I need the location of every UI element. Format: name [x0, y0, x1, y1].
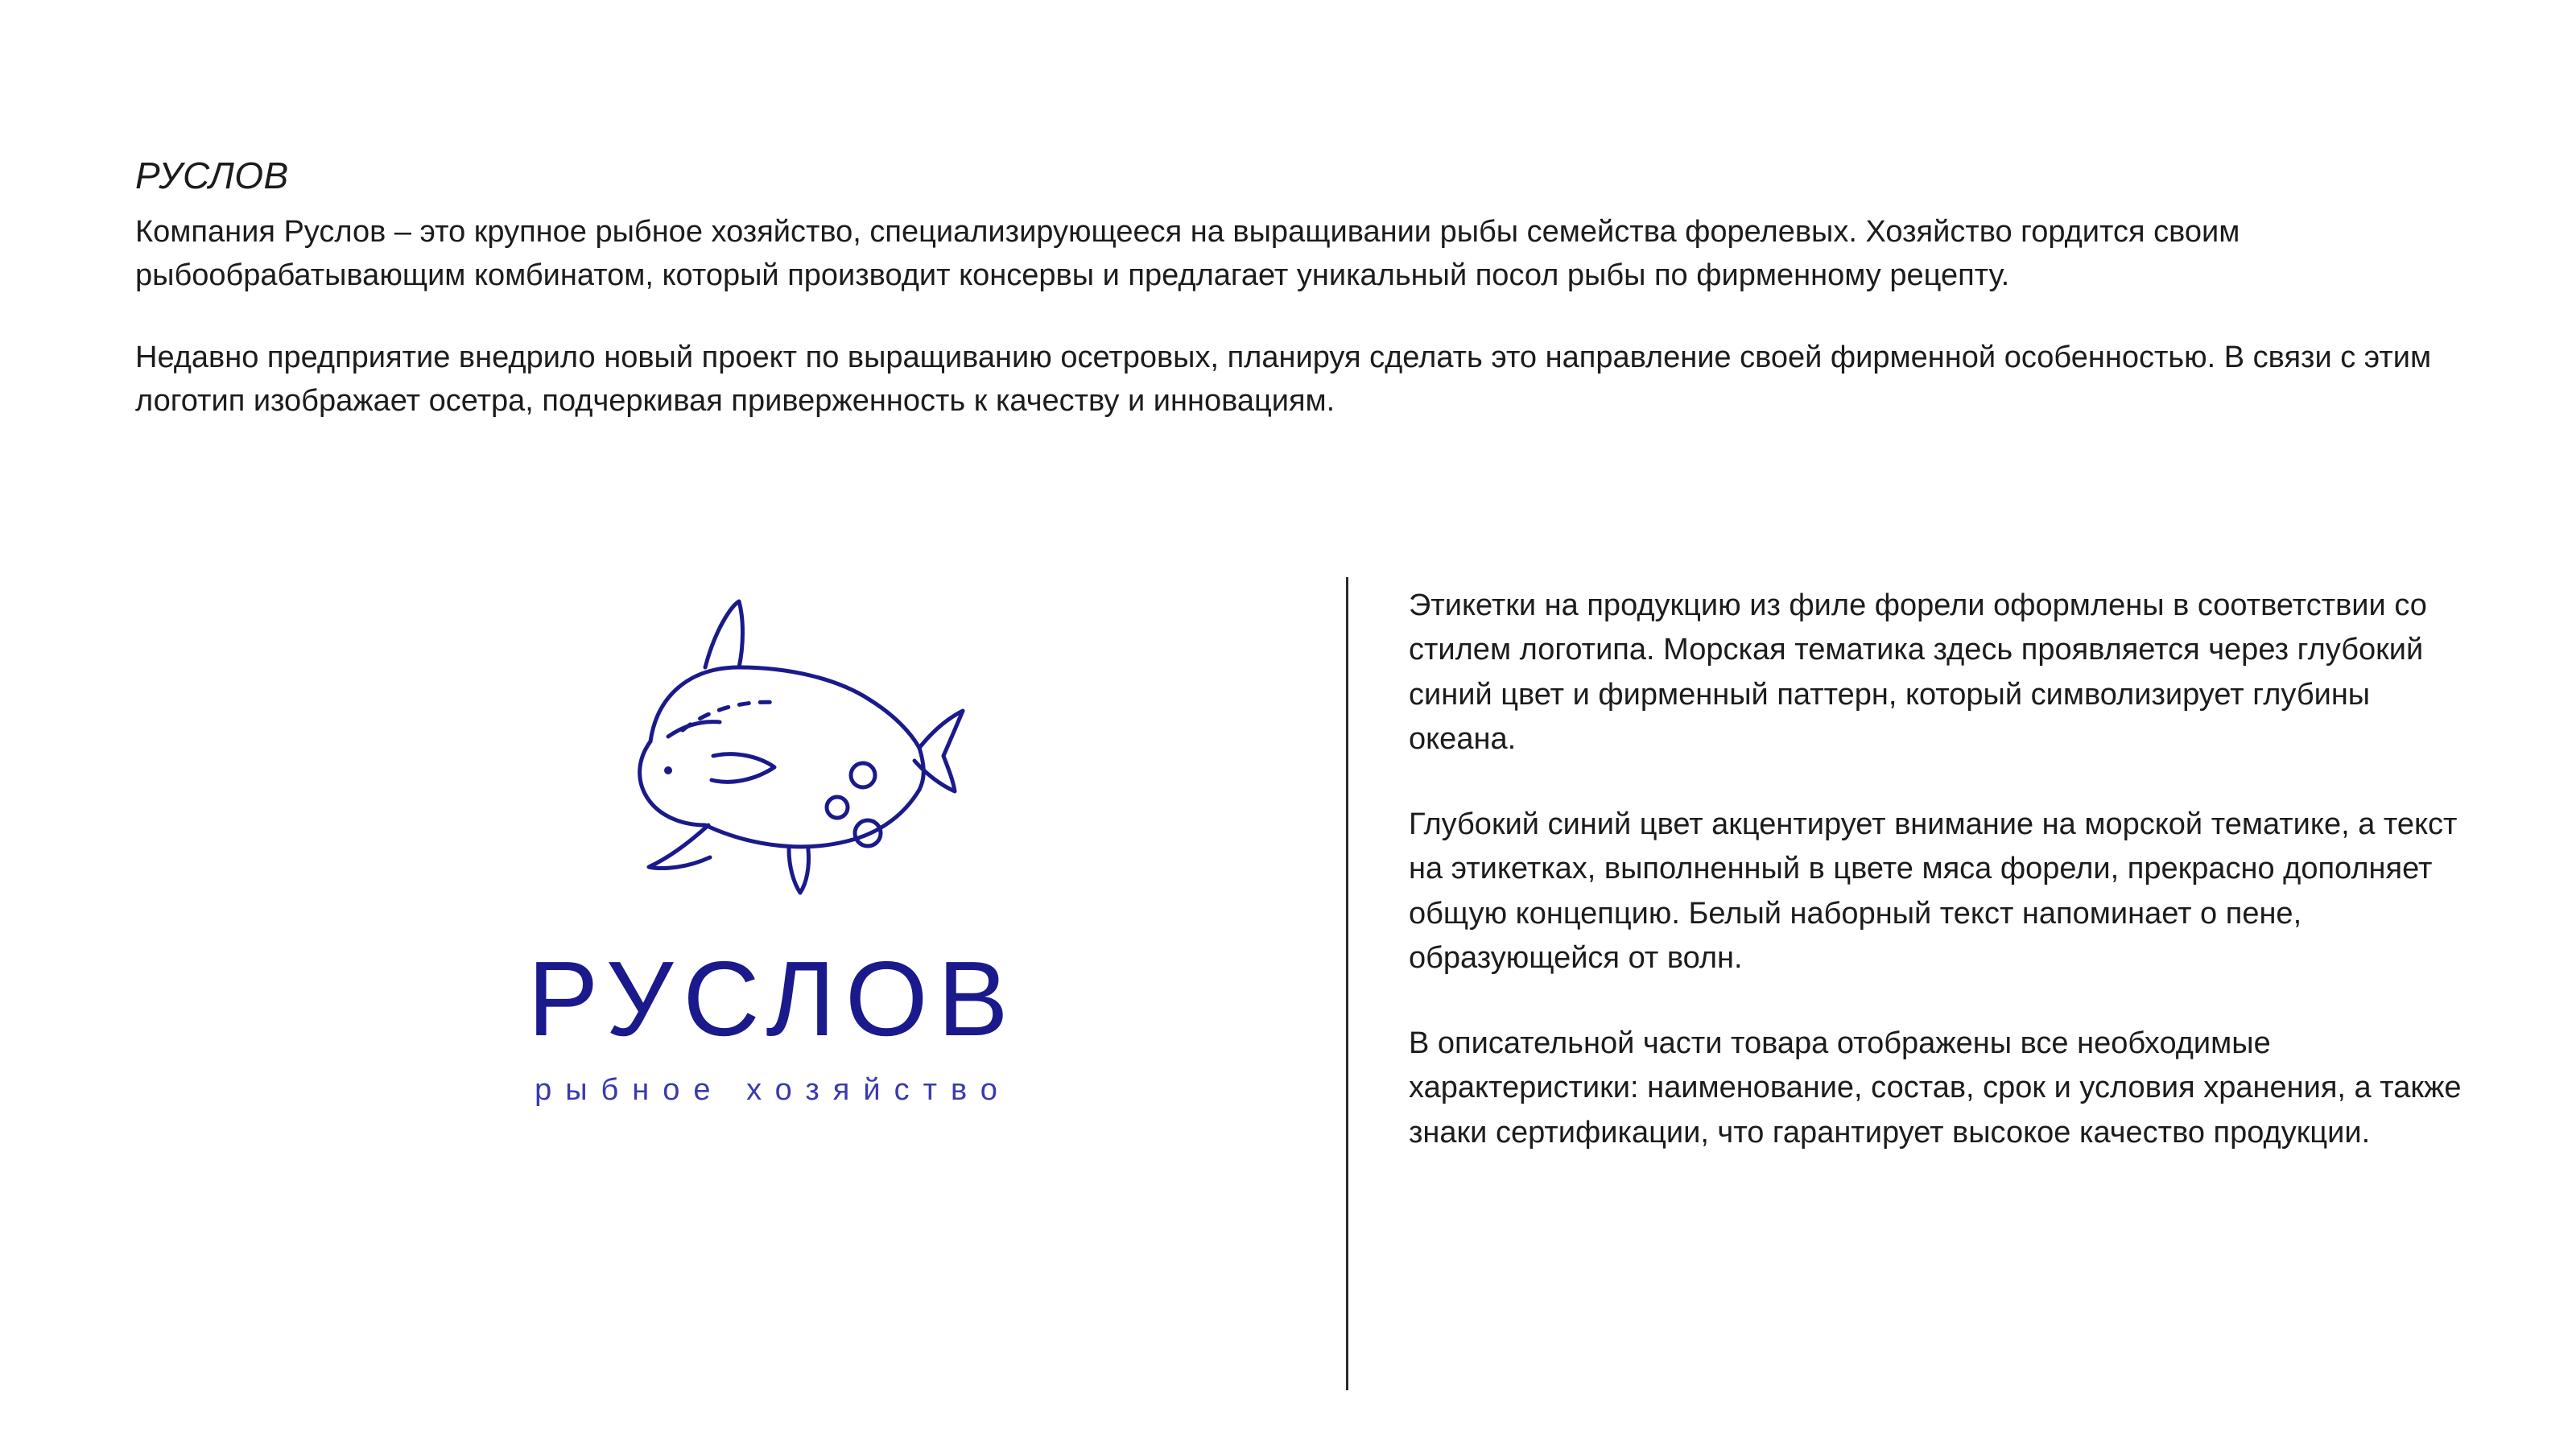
side-paragraph-2: Глубокий синий цвет акцентирует внимание на морской тематике, а текст на этикетках, выполненный в цвете мяса форели, прекрасно дополняет общую концепцию. Белый наборный текст напоминает о пене, образующейся от волн. [1409, 807, 2458, 976]
logo-wordmark: РУСЛОВ [527, 939, 1018, 1058]
intro-paragraph-2: Недавно предприятие внедрило новый проект по выращиванию осетровых, планируя сделать это направление своей фирменной особенностью. В связи с этим логотип изображает осетра, подчеркивая приверженность к качеству и инновациям. [135, 340, 2432, 418]
side-paragraph-3: В описательной части товара отображены все необходимые характеристики: наименование, состав, срок и условия хранения, а также знаки сертификации, что гарантирует высокое качество продукции. [1409, 1026, 2462, 1150]
lower-section [0, 584, 2576, 1397]
side-text-block [1409, 584, 2463, 1155]
side-paragraph-1: Этикетки на продукцию из филе форели оформлены в соответствии со стилем логотипа. Морская тематика здесь проявляется через глубокий синий цвет и фирменный паттерн, который символизирует глубины океана. [1409, 588, 2427, 757]
intro-paragraph-1: Компания Руслов – это крупное рыбное хозяйство, специализирующееся на выращивании рыбы семейства форелевых. Хозяйство гордится своим рыбообрабатывающим комбинатом, который производит консервы и предлагает уникальный посол рыбы по фирменному рецепту. [135, 215, 2240, 292]
page-title: РУСЛОВ [135, 154, 289, 196]
logo-block [346, 584, 1199, 1108]
vertical-divider [1346, 577, 1348, 1390]
intro-text-block [135, 211, 2462, 423]
logo-tagline: рыбное хозяйство [535, 1073, 1011, 1107]
sturgeon-fish-icon [547, 584, 998, 922]
